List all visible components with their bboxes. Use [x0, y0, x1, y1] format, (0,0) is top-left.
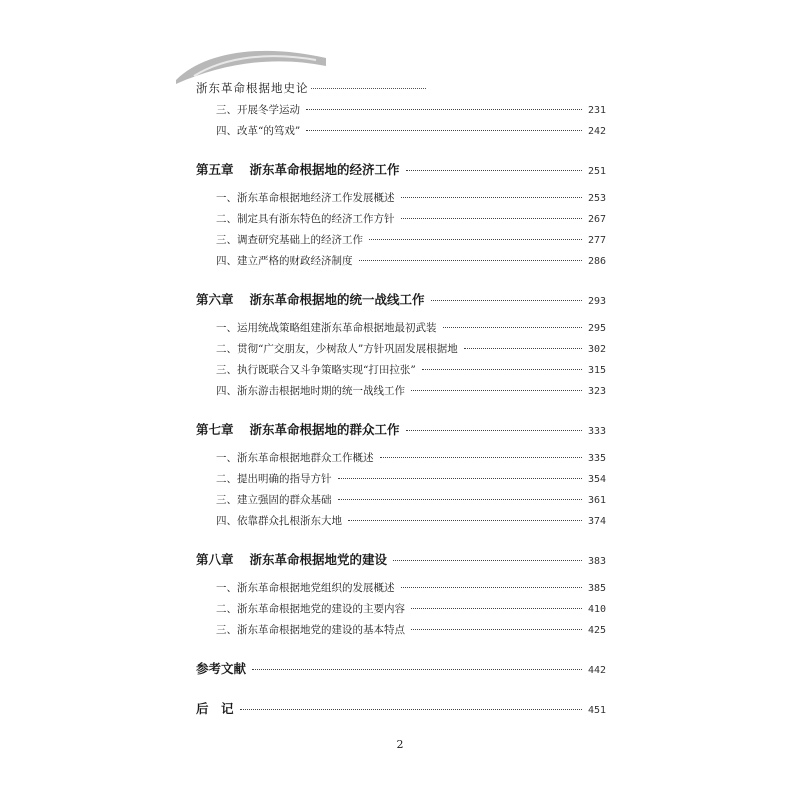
toc-title-text: 三、执行既联合又斗争策略实现“打田拉张”	[216, 364, 416, 376]
toc-title-text: 浙东革命根据地党的建设	[249, 552, 388, 567]
toc-section	[216, 188, 606, 209]
toc-title-text: 二、贯彻“广交朋友，少树敌人”方针巩固发展根据地	[216, 343, 458, 355]
toc-section	[216, 251, 606, 272]
toc-title-text: 三、浙东革命根据地党的建设的基本特点	[216, 624, 405, 636]
toc-page-number: 451	[587, 705, 606, 716]
toc-title-text: 后 记	[196, 701, 234, 716]
toc-chapter	[196, 158, 606, 182]
toc-title-text: 二、提出明确的指导方针	[216, 473, 332, 485]
toc-title	[196, 548, 387, 572]
page-number: 2	[396, 738, 404, 751]
toc-chapter	[196, 697, 606, 721]
dot-leader	[338, 478, 582, 479]
chapter-number: 第七章	[196, 422, 234, 437]
toc-title	[216, 578, 395, 599]
toc-page-number: 231	[587, 105, 606, 116]
dot-leader	[252, 669, 582, 670]
toc-title	[216, 448, 374, 469]
toc-title	[216, 121, 300, 142]
dot-leader	[411, 629, 582, 630]
table-of-contents	[196, 100, 606, 721]
toc-title	[216, 188, 395, 209]
toc-chapter	[196, 418, 606, 442]
header-ornament	[176, 40, 326, 84]
header-leader	[311, 88, 427, 89]
toc-title	[196, 158, 400, 182]
toc-page-number: 335	[587, 453, 606, 464]
dot-leader	[240, 709, 582, 710]
toc-page-number: 315	[587, 365, 606, 376]
toc-page-number: 333	[587, 426, 606, 437]
toc-title	[216, 339, 458, 360]
toc-page-number: 323	[587, 386, 606, 397]
toc-title	[216, 381, 405, 402]
toc-title	[216, 251, 353, 272]
toc-title	[216, 360, 416, 381]
dot-leader	[406, 430, 582, 431]
toc-page-number: 293	[587, 296, 606, 307]
toc-chapter	[196, 657, 606, 681]
book-title: 浙东革命根据地史论	[196, 81, 309, 95]
toc-title-text: 浙东革命根据地的经济工作	[249, 162, 400, 177]
dot-leader	[369, 239, 582, 240]
toc-section	[216, 121, 606, 142]
toc-chapter	[196, 288, 606, 312]
toc-title-text: 四、改革“的笃戏”	[216, 125, 301, 137]
toc-page-number: 267	[587, 214, 606, 225]
toc-title	[216, 318, 437, 339]
toc-title	[216, 469, 332, 490]
toc-section	[216, 469, 606, 490]
dot-leader	[401, 197, 582, 198]
toc-page-number: 295	[587, 323, 606, 334]
toc-section	[216, 318, 606, 339]
toc-section	[216, 339, 606, 360]
toc-title-text: 四、依靠群众扎根浙东大地	[216, 515, 342, 527]
toc-title-text: 浙东革命根据地的统一战线工作	[249, 292, 425, 307]
toc-title-text: 四、浙东游击根据地时期的统一战线工作	[216, 385, 405, 397]
dot-leader	[411, 390, 582, 391]
toc-title-text: 四、建立严格的财政经济制度	[216, 255, 353, 267]
dot-leader	[306, 130, 582, 131]
dot-leader	[393, 560, 582, 561]
toc-section	[216, 100, 606, 121]
toc-section	[216, 599, 606, 620]
running-header	[196, 80, 426, 96]
toc-title	[216, 620, 405, 641]
dot-leader	[380, 457, 582, 458]
toc-title	[196, 697, 234, 721]
toc-page-number: 302	[587, 344, 606, 355]
toc-page-number: 253	[587, 193, 606, 204]
dot-leader	[443, 327, 582, 328]
toc-title-text: 一、浙东革命根据地党组织的发展概述	[216, 582, 395, 594]
toc-section	[216, 381, 606, 402]
toc-section	[216, 578, 606, 599]
toc-title-text: 三、调查研究基础上的经济工作	[216, 234, 363, 246]
toc-title	[196, 657, 246, 681]
toc-title-text: 二、浙东革命根据地党的建设的主要内容	[216, 603, 405, 615]
dot-leader	[401, 587, 582, 588]
dot-leader	[431, 300, 582, 301]
toc-page-number: 385	[587, 583, 606, 594]
toc-title	[216, 490, 332, 511]
dot-leader	[359, 260, 582, 261]
dot-leader	[464, 348, 582, 349]
toc-section	[216, 620, 606, 641]
toc-title	[216, 511, 342, 532]
toc-page-number: 383	[587, 556, 606, 567]
toc-title-text: 参考文献	[196, 661, 247, 676]
toc-section	[216, 511, 606, 532]
toc-title	[196, 418, 400, 442]
chapter-number: 第八章	[196, 552, 234, 567]
dot-leader	[406, 170, 582, 171]
dot-leader	[306, 109, 582, 110]
toc-title-text: 一、浙东革命根据地经济工作发展概述	[216, 192, 395, 204]
toc-title	[196, 288, 425, 312]
toc-title	[216, 599, 405, 620]
toc-page-number: 251	[587, 166, 606, 177]
toc-page-number: 361	[587, 495, 606, 506]
toc-title-text: 二、制定具有浙东特色的经济工作方针	[216, 213, 395, 225]
toc-title-text: 三、开展冬学运动	[216, 104, 300, 116]
dot-leader	[422, 369, 582, 370]
toc-title-text: 一、运用统战策略组建浙东革命根据地最初武装	[216, 322, 437, 334]
toc-page-number: 374	[587, 516, 606, 527]
toc-page-number: 410	[587, 604, 606, 615]
toc-page-number: 425	[587, 625, 606, 636]
toc-title-text: 三、建立强固的群众基础	[216, 494, 332, 506]
toc-title	[216, 100, 300, 121]
toc-section	[216, 230, 606, 251]
toc-page-number: 242	[587, 126, 606, 137]
dot-leader	[348, 520, 582, 521]
dot-leader	[338, 499, 582, 500]
toc-title-text: 一、浙东革命根据地群众工作概述	[216, 452, 374, 464]
toc-page-number: 286	[587, 256, 606, 267]
chapter-number: 第五章	[196, 162, 234, 177]
toc-title	[216, 209, 395, 230]
toc-title	[216, 230, 363, 251]
toc-page-number: 354	[587, 474, 606, 485]
toc-section	[216, 209, 606, 230]
toc-section	[216, 360, 606, 381]
toc-section	[216, 490, 606, 511]
toc-title-text: 浙东革命根据地的群众工作	[249, 422, 400, 437]
chapter-number: 第六章	[196, 292, 234, 307]
dot-leader	[401, 218, 582, 219]
toc-page-number: 277	[587, 235, 606, 246]
toc-chapter	[196, 548, 606, 572]
toc-section	[216, 448, 606, 469]
toc-page-number: 442	[587, 665, 606, 676]
dot-leader	[411, 608, 582, 609]
